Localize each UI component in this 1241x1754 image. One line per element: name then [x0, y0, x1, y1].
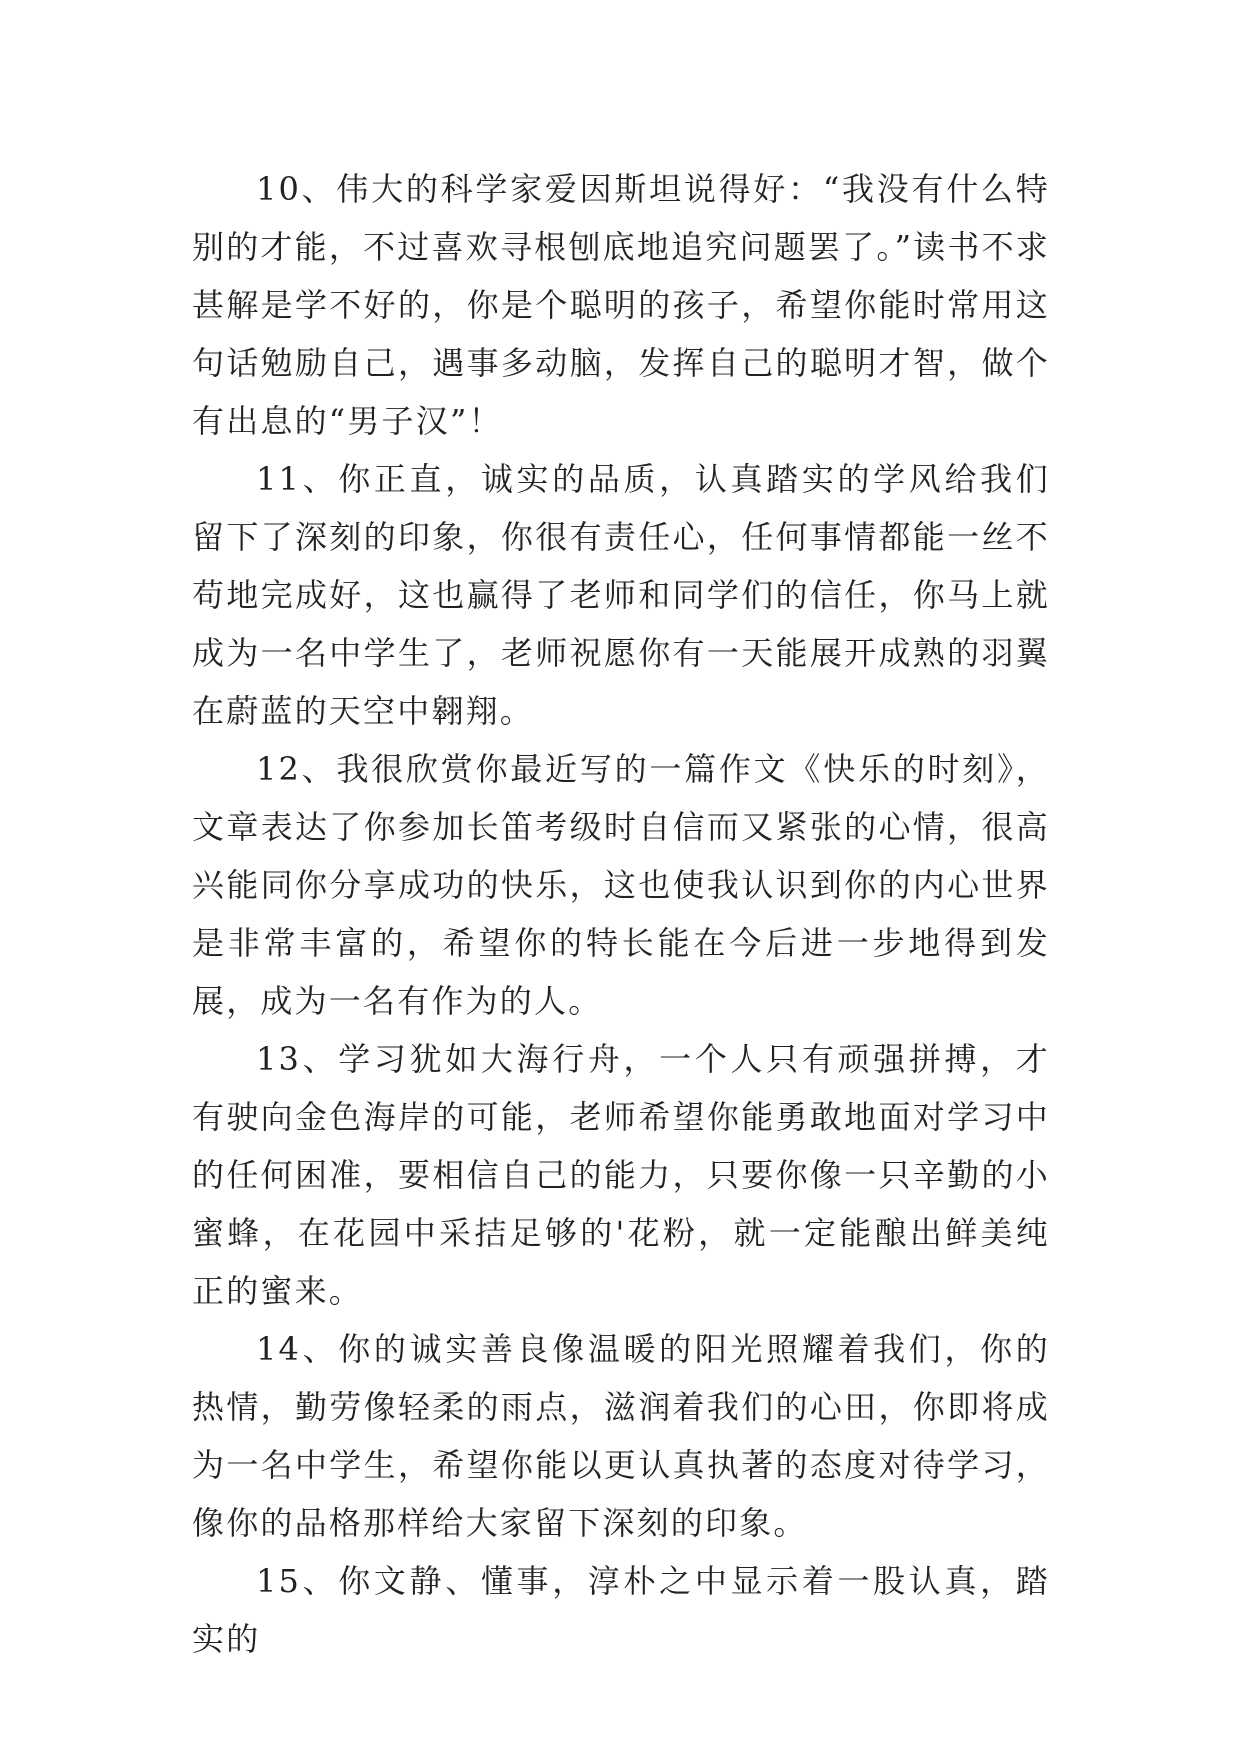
paragraph-12: 12、我很欣赏你最近写的一篇作文《快乐的时刻》，文章表达了你参加长笛考级时自信而又紧张的心情，很高兴能同你分享成功的快乐，这也使我认识到你的内心世界是非常丰富的，希望你的特长能在今后进一步地得到发展，成为一名有作为的人。 [192, 750, 1050, 1020]
paragraph-14: 14、你的诚实善良像温暖的阳光照耀着我们，你的热情，勤劳像轻柔的雨点，滋润着我们的心田，你即将成为一名中学生，希望你能以更认真执著的态度对待学习，像你的品格那样给大家留下深刻的印象。 [192, 1330, 1050, 1542]
paragraph-13: 13、学习犹如大海行舟，一个人只有顽强拼搏，才有驶向金色海岸的可能，老师希望你能勇敢地面对学习中的任何困准，要相信自己的能力，只要你像一只辛勤的小蜜蜂，在花园中采拮足够的'花粉，就一定能酿出鲜美纯正的蜜来。 [192, 1040, 1050, 1310]
paragraph-11: 11、你正直，诚实的品质，认真踏实的学风给我们留下了深刻的印象，你很有责任心，任何事情都能一丝不苟地完成好，这也赢得了老师和同学们的信任，你马上就成为一名中学生了，老师祝愿你有一天能展开成熟的羽翼在蔚蓝的天空中翱翔。 [192, 460, 1050, 730]
paragraph-10: 10、伟大的科学家爱因斯坦说得好：“我没有什么特别的才能，不过喜欢寻根刨底地追究问题罢了。”读书不求甚解是学不好的，你是个聪明的孩子，希望你能时常用这句话勉励自己，遇事多动脑，发挥自己的聪明才智，做个有出息的“男子汉”！ [192, 170, 1050, 440]
document-body [192, 160, 1050, 1668]
paragraph-15: 15、你文静、懂事，淳朴之中显示着一股认真，踏实的 [192, 1562, 1050, 1658]
